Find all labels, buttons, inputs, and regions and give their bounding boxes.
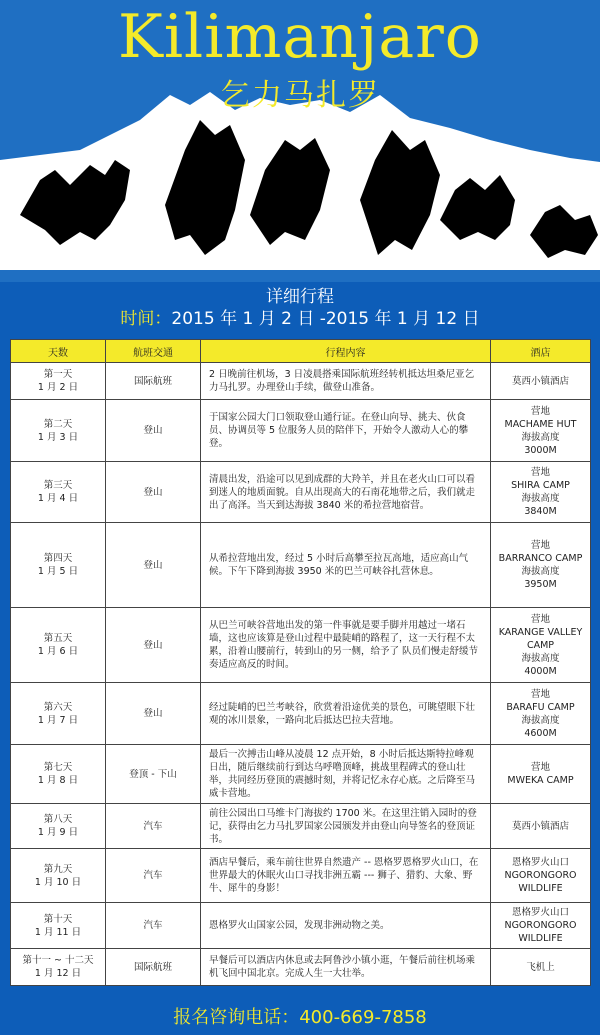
day-cell: [11, 363, 106, 400]
table-row: [11, 400, 591, 462]
day-cell: [11, 903, 106, 949]
transport-cell: 登山: [106, 683, 201, 745]
date-line: [0, 307, 600, 331]
hotel-line: MWEKA CAMP: [507, 775, 574, 786]
day-date: 1 月 8 日: [37, 775, 79, 786]
table-row: [11, 683, 591, 745]
day-date: 1 月 10 日: [34, 876, 82, 888]
hotel-line: 营地: [530, 688, 550, 700]
day-cell: [11, 849, 106, 903]
hotel-line: 4000M: [524, 665, 557, 677]
page-subtitle: 乞力马扎罗: [220, 78, 380, 113]
table-row: [11, 903, 591, 949]
hotel-line: BARAFU CAMP: [506, 701, 575, 713]
table-row: [11, 849, 591, 903]
day-date: 1 月 9 日: [37, 827, 79, 838]
day-cell: [11, 745, 106, 804]
table-row: [11, 462, 591, 523]
content-cell: 从巴兰可峡谷营地出发的第一件事就是要手脚并用越过一堵石墙，这也应该算是登山过程中最陡峭的路程了，这一天行程不太累，沿着山腰前行，转到山的另一侧，给予了 队员们慢走舒缓节奏适应高反的时间。: [201, 608, 491, 683]
day-date: 1 月 3 日: [37, 431, 79, 443]
day-cell: [11, 462, 106, 523]
day-cell: [11, 400, 106, 462]
table-row: [11, 363, 591, 400]
hotel-line: WILDLIFE: [518, 933, 563, 944]
content-cell: 从希拉营地出发，经过 5 小时后高攀至拉瓦高地，适应高山气候。下午下降到海拔 3950 米的巴兰可峡谷扎营休息。: [201, 523, 491, 608]
date-range: 2015 年 1 月 2 日 -2015 年 1 月 12 日: [171, 309, 480, 329]
hotel-line: 莫西小镇酒店: [511, 820, 569, 832]
hotel-line: 海拔高度: [521, 652, 560, 664]
date-label: 时间：: [120, 309, 172, 329]
hotel-line: NGORONGORO: [504, 870, 577, 881]
hotel-line: WILDLIFE: [518, 883, 563, 894]
day-label: 第五天: [43, 633, 73, 644]
table-row: [11, 949, 591, 986]
hotel-line: 恩格罗火山口: [511, 857, 569, 868]
hotel-line: 营地: [530, 405, 550, 417]
day-label: 第六天: [43, 701, 73, 713]
contact-phone: 400-669-7858: [299, 1007, 427, 1028]
itinerary-body: [11, 363, 591, 986]
contact-footer: [0, 1004, 600, 1032]
hotel-line: SHIRA CAMP: [511, 480, 570, 491]
hotel-line: MACHAME HUT: [504, 418, 577, 430]
hotel-line: CAMP: [526, 639, 555, 651]
day-date: 1 月 12 日: [34, 968, 82, 979]
hotel-line: 3000M: [524, 444, 557, 456]
hotel-line: 营地: [530, 762, 550, 773]
day-cell: [11, 523, 106, 608]
hotel-cell: [491, 683, 591, 745]
column-header-transport: 航班交通: [106, 340, 201, 363]
hotel-line: 4600M: [524, 727, 557, 739]
transport-cell: 登山: [106, 523, 201, 608]
hotel-cell: [491, 608, 591, 683]
itinerary-table: [10, 339, 591, 986]
hotel-line: NGORONGORO: [504, 920, 577, 931]
hotel-cell: [491, 363, 591, 400]
hotel-cell: [491, 849, 591, 903]
day-date: 1 月 5 日: [37, 566, 79, 577]
day-date: 1 月 6 日: [37, 646, 79, 657]
table-row: [11, 745, 591, 804]
content-cell: 于国家公园大门口领取登山通行证。在登山向导、挑夫、伙食员、协调员等 5 位服务人员的陪伴下，开始令人激动人心的攀登。: [201, 400, 491, 462]
day-label: 第一天: [43, 369, 73, 380]
transport-cell: 汽车: [106, 849, 201, 903]
content-cell: 早餐后可以酒店内休息或去阿鲁沙小镇小逛，午餐后前往机场乘机飞回中国北京。完成人生一大壮举。: [201, 949, 491, 986]
hotel-line: 营地: [530, 613, 550, 625]
day-cell: [11, 949, 106, 986]
day-label: 第八天: [43, 814, 73, 825]
hotel-line: 海拔高度: [521, 714, 560, 726]
hotel-line: 3950M: [524, 579, 557, 590]
day-label: 第十天: [43, 913, 73, 925]
content-cell: 恩格罗火山国家公园，发现非洲动物之美。: [201, 903, 491, 949]
transport-cell: 登山: [106, 400, 201, 462]
content-cell: 酒店早餐后，乘车前往世界自然遗产 -- 恩格罗恩格罗火山口，在世界最大的休眠火山口寻找非洲五霸 --- 狮子、猎豹、大象、野牛、犀牛的身影！: [201, 849, 491, 903]
page-title: Kilimanjaro: [118, 2, 482, 72]
hotel-cell: [491, 804, 591, 849]
column-header-hotel: 酒店: [491, 340, 591, 363]
hotel-cell: [491, 523, 591, 608]
transport-cell: 国际航班: [106, 949, 201, 986]
day-label: 第二天: [43, 418, 73, 430]
hero-banner: [0, 0, 600, 282]
transport-cell: 汽车: [106, 804, 201, 849]
hotel-line: 海拔高度: [521, 431, 560, 443]
day-label: 第三天: [43, 480, 73, 491]
transport-cell: 登山: [106, 462, 201, 523]
section-title: 详细行程: [266, 287, 334, 307]
table-header-row: [11, 340, 591, 363]
hotel-line: 海拔高度: [521, 566, 560, 577]
table-row: [11, 608, 591, 683]
content-cell: 2 日晚前往机场，3 日凌晨搭乘国际航班经转机抵达坦桑尼亚乞力马扎罗。办理登山手续，做登山准备。: [201, 363, 491, 400]
table-row: [11, 804, 591, 849]
hotel-line: 营地: [530, 540, 550, 551]
column-header-day: 天数: [11, 340, 106, 363]
day-cell: [11, 683, 106, 745]
content-cell: 最后一次搏击山峰从凌晨 12 点开始，8 小时后抵达斯特拉峰观日出，随后继续前行到达乌呼噜顶峰，挑战里程碑式的登山壮举，共同经历登顶的震撼时刻，并将记忆永存心底。之后降至马威卡营地。: [201, 745, 491, 804]
transport-cell: 登顶 - 下山: [106, 745, 201, 804]
transport-cell: 登山: [106, 608, 201, 683]
content-cell: 清晨出发，沿途可以见到成群的大羚羊，并且在老火山口可以看到迷人的地质面貌。自从出现高大的石南花地带之后，我们就走出了高泽。当天到达海拔 3840 米的希拉营地宿营。: [201, 462, 491, 523]
hotel-cell: [491, 903, 591, 949]
hotel-line: 3840M: [524, 506, 557, 517]
transport-cell: 国际航班: [106, 363, 201, 400]
hotel-line: 飞机上: [526, 961, 555, 973]
day-date: 1 月 2 日: [37, 382, 79, 393]
hotel-line: 莫西小镇酒店: [511, 375, 569, 387]
hotel-cell: [491, 745, 591, 804]
contact-label: 报名咨询电话：: [173, 1007, 300, 1028]
transport-cell: 汽车: [106, 903, 201, 949]
content-cell: 经过陡峭的巴兰考峡谷，欣赏着沿途优美的景色，可眺望眼下壮观的冰川景象，一路向北后抵达巴拉夫营地。: [201, 683, 491, 745]
hotel-cell: [491, 400, 591, 462]
day-label: 第七天: [43, 762, 73, 773]
day-label: 第十一 ~ 十二天: [22, 955, 94, 966]
day-cell: [11, 608, 106, 683]
day-label: 第九天: [43, 863, 73, 875]
hotel-line: KARANGE VALLEY: [498, 626, 583, 638]
hotel-cell: [491, 462, 591, 523]
day-date: 1 月 7 日: [37, 714, 79, 726]
content-cell: 前往公园出口马维卡门海拔约 1700 米。在这里注销入园时的登记，获得由乞力马扎罗国家公园颁发并由登山向导签名的登顶证书。: [201, 804, 491, 849]
day-date: 1 月 11 日: [34, 926, 82, 938]
table-row: [11, 523, 591, 608]
hotel-line: 海拔高度: [521, 493, 560, 504]
day-date: 1 月 4 日: [37, 493, 79, 504]
column-header-content: 行程内容: [201, 340, 491, 363]
hotel-cell: [491, 949, 591, 986]
day-cell: [11, 804, 106, 849]
hotel-line: 恩格罗火山口: [511, 907, 569, 918]
hotel-line: 营地: [530, 467, 550, 478]
day-label: 第四天: [43, 553, 73, 564]
hotel-line: BARRANCO CAMP: [498, 553, 583, 564]
